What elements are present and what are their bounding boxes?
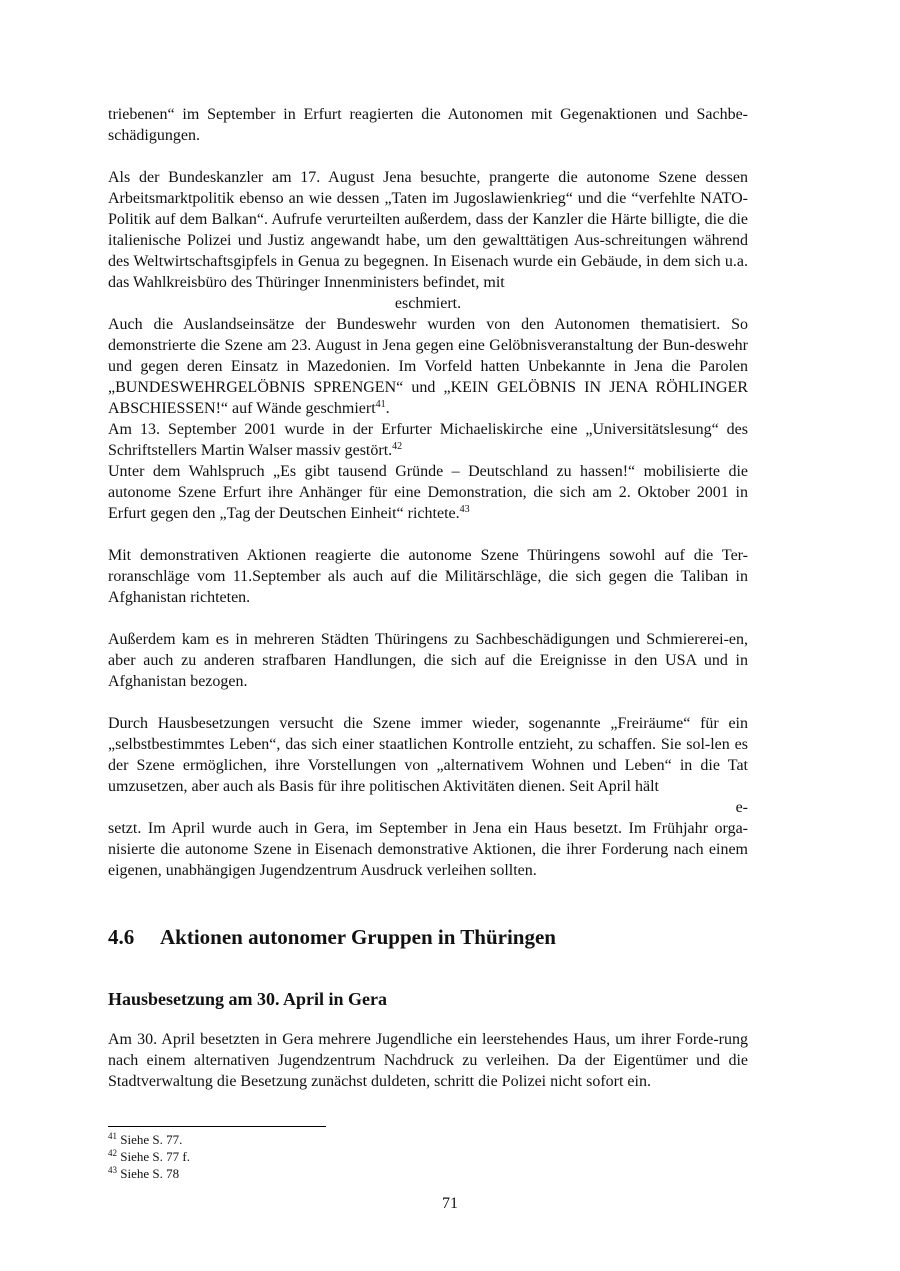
footnote-ref-41[interactable]: 41 [375, 399, 386, 410]
section-number: 4.6 [108, 925, 135, 949]
paragraph-3-text: Auch die Auslandseinsätze der Bundeswehr wurden von den Autonomen thematisiert. So demonstrierte die Szene am 23. August in Jena gegen eine Gelöbnisveranstaltung der Bun-deswehr und gegen deren Einsatz in Mazedonien. Im Vorfeld hatten Unbekannte in Jena die Parolen „BUNDESWEHRGELÖBNIS SPRENGEN“ und „KEIN GELÖBNIS IN JENA RÖHLINGER ABSCHIESSEN!“ auf Wände geschmiert [108, 316, 748, 417]
footnotes [108, 1131, 190, 1182]
paragraph-3-end: . [385, 400, 390, 417]
paragraph-2 [108, 167, 748, 314]
subheading: Hausbesetzung am 30. April in Gera [108, 989, 388, 1009]
paragraph-7: Außerdem kam es in mehreren Städten Thüringens zu Sachbeschädigungen und Schmiererei-en, aber auch zu anderen strafbaren Handlungen, die sich auf die Ereignisse in den USA und in Afghanistan bezogen. [108, 631, 748, 690]
footnote-42 [108, 1148, 190, 1165]
paragraph-2-text: Als der Bundeskanzler am 17. August Jena besuchte, prangerte die autonome Szene dessen Arbeitsmarktpolitik ebenso an wie dessen „Taten im Jugoslawienkrieg“ und die “verfehlte NATO-Politik auf dem Balkan“. Aufrufe verurteilten außerdem, dass der Kanzler die Härte billigte, die die italienische Polizei und Justiz angewandt habe, um den gewalttätigen Aus-schreitungen während des Weltwirtschaftsgipfels in Genua zu begegnen. In Eisenach wurde ein Gebäude, in dem sich u.a. das Wahlkreisbüro des Thüringer Innenministers befindet, mit [108, 169, 748, 291]
paragraph-2-tail: eschmiert. [394, 295, 462, 312]
footnote-ref-42[interactable]: 42 [392, 441, 403, 452]
footnote-42-text: Siehe S. 77 f. [120, 1149, 190, 1164]
page-number: 71 [442, 1195, 458, 1212]
footnote-41 [108, 1131, 190, 1148]
footnote-divider [108, 1126, 326, 1127]
paragraph-5-text: Unter dem Wahlspruch „Es gibt tausend Gründe – Deutschland zu hassen!“ mobilisierte die autonome Szene Erfurt ihre Anhänger für eine Demonstration, die sich am 2. Oktober 2001 in Erfurt gegen den „Tag der Deutschen Einheit“ richtete. [108, 463, 748, 522]
paragraph-1: triebenen“ im September in Erfurt reagierten die Autonomen mit Gegenaktionen und Sachbe-schädigungen. [108, 106, 748, 144]
page-body [108, 104, 748, 1092]
paragraph-5 [108, 461, 748, 524]
footnote-43 [108, 1165, 190, 1182]
footnote-43-text: Siehe S. 78 [120, 1166, 180, 1181]
section-heading [108, 923, 748, 951]
footnote-ref-43[interactable]: 43 [459, 504, 470, 515]
section-title: Aktionen autonomer Gruppen in Thüringen [160, 925, 556, 949]
footnote-42-number: 42 [108, 1148, 117, 1158]
paragraph-8-tail: setzt. Im April wurde auch in Gera, im September in Jena ein Haus besetzt. Im Frühjahr orga-nisierte die autonome Szene in Eisenach demonstrative Aktionen, die ihrer Forderung nach einem eigenen, unabhängigen Jugendzentrum Ausdruck verleihen sollten. [108, 820, 748, 879]
paragraph-8-fragment: e- [735, 799, 748, 816]
paragraph-3 [108, 314, 748, 419]
footnote-43-number: 43 [108, 1165, 117, 1175]
paragraph-4 [108, 419, 748, 461]
paragraph-8-text: Durch Hausbesetzungen versucht die Szene immer wieder, sogenannte „Freiräume“ für ein „selbstbestimmtes Leben“, das sich einer staatlichen Kontrolle entzieht, zu schaffen. Sie sol-len es der Szene ermöglichen, ihre Vorstellungen von „alternativem Wohnen und Leben“ in die Tat umzusetzen, aber auch als Basis für ihre politischen Aktivitäten dienen. Seit April hält [108, 715, 748, 795]
paragraph-4-text: Am 13. September 2001 wurde in der Erfurter Michaeliskirche eine „Universitätslesung“ des Schriftstellers Martin Walser massiv gestört. [108, 421, 748, 459]
paragraph-9: Am 30. April besetzten in Gera mehrere Jugendliche ein leerstehendes Haus, um ihrer Forde-rung nach einem alternativen Jugendzentrum Nachdruck zu verleihen. Da der Eigentümer und die Stadtverwaltung die Besetzung zunächst duldeten, schritt die Polizei nicht sofort ein. [108, 1031, 748, 1090]
footnote-41-text: Siehe S. 77. [120, 1132, 183, 1147]
paragraph-8 [108, 713, 748, 881]
footnote-41-number: 41 [108, 1131, 117, 1141]
paragraph-6: Mit demonstrativen Aktionen reagierte die autonome Szene Thüringens sowohl auf die Ter-roranschläge vom 11.September als auch auf die Militärschläge, die sich gegen die Taliban in Afghanistan richteten. [108, 547, 748, 606]
